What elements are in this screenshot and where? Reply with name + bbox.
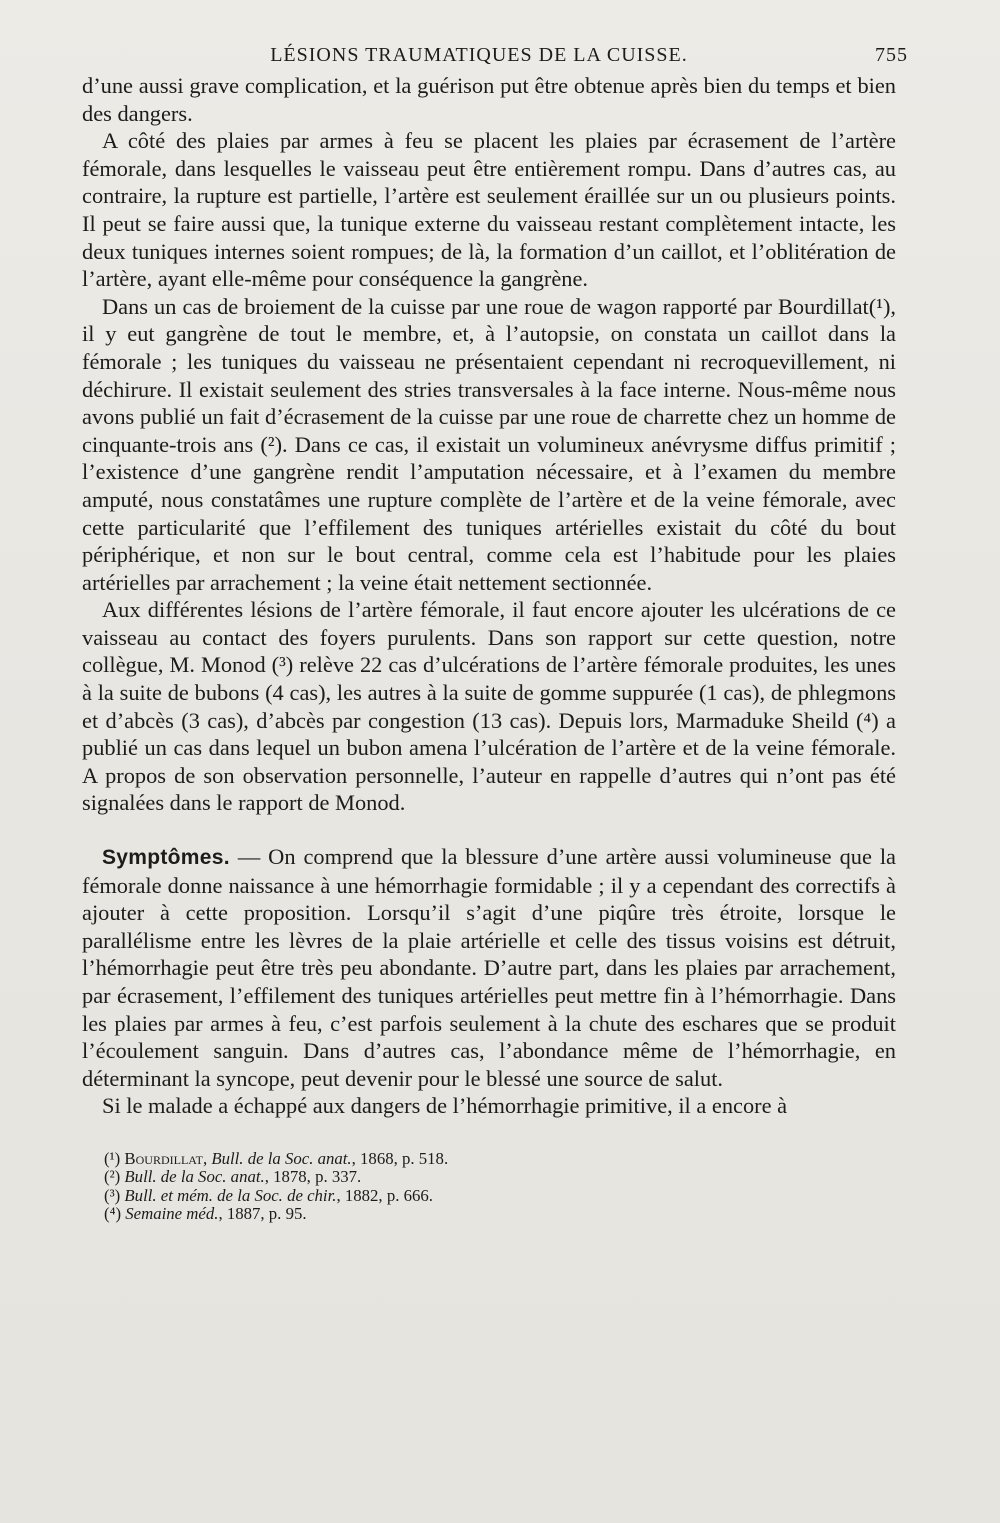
footnote-mark: (¹) bbox=[104, 1148, 121, 1168]
footnote-mark: (³) bbox=[104, 1185, 121, 1205]
footnote-mark: (²) bbox=[104, 1167, 121, 1187]
running-title: LÉSIONS TRAUMATIQUES DE LA CUISSE. bbox=[270, 44, 688, 66]
section-title: Symptômes. bbox=[102, 846, 230, 870]
section-lead-text: — On comprend que la blessure d’une artère aussi volumineuse que la fémorale donne naissance à une hémorrhagie formidable ; il y a cependant des correctifs à ajouter à cette proposition. Lorsqu’il s’agit d’une piqûre très étroite, lorsque le parallélisme entre les lèvres de la plaie artérielle et celle des tissus voisins est détruit, l’hémorrhagie peut être très peu abondante. D’autre part, dans les plaies par arrachement, par écrasement, l’effilement des tuniques artérielles peut mettre fin à l’hémorrhagie. Dans les plaies par armes à feu, c’est parfois seulement à la chute des eschares que se produit l’écoulement sanguin. Dans d’autres cas, l’abondance même de l’hémorrhagie, en déterminant la syncope, peut devenir pour le blessé une source de salut. bbox=[82, 844, 896, 1091]
footnote-rest: , 1878, p. 337. bbox=[264, 1167, 362, 1187]
page-header bbox=[82, 38, 908, 72]
footnote-rest: , 1868, p. 518. bbox=[351, 1148, 449, 1168]
paragraph: Dans un cas de broiement de la cuisse par une roue de wagon rapporté par Bourdillat(¹), il y eut gangrène de tout le membre, et, à l’autopsie, on constata un caillot dans la fémorale ; les tuniques du vaisseau ne présentaient cependant ni recroquevillement, ni déchirure. Il existait seulement des stries transversales à la face interne. Nous-même nous avons publié un fait d’écrasement de la cuisse par une roue de charrette chez un homme de cinquante-trois ans (²). Dans ce cas, il existait un volumineux anévrysme diffus primitif ; l’existence d’une gangrène rendit l’amputation nécessaire, et à l’examen du membre amputé, nous constatâmes une rupture complète de l’artère et de la veine fémorale, avec cette particularité que l’effilement des tuniques artérielles existait du côté du bout périphérique, et non sur le bout central, comme cela est l’habitude pour les plaies artérielles par arrachement ; la veine était nettement sectionnée. bbox=[82, 293, 896, 595]
footnote: (¹) Bourdillat, Bull. de la Soc. anat., 1868, p. 518. bbox=[104, 1148, 449, 1168]
paragraph: Aux différentes lésions de l’artère fémorale, il faut encore ajouter les ulcérations de ce vaisseau au contact des foyers purulents. Dans son rapport sur cette question, notre collègue, M. Monod (³) relève 22 cas d’ulcérations de l’artère fémorale produites, les unes à la suite de bubons (4 cas), les autres à la suite de gomme suppurée (1 cas), de phlegmons et d’abcès (3 cas), d’abcès par congestion (13 cas). Depuis lors, Marmaduke Sheild (⁴) a publié un cas dans lequel un bubon amena l’ulcération de l’artère et de la veine fémorale. A propos de son observation personnelle, l’auteur en rappelle d’autres qui n’ont pas été signalées dans le rapport de Monod. bbox=[82, 597, 896, 816]
footnote-mark: (⁴) bbox=[104, 1204, 122, 1224]
footnotes bbox=[104, 1150, 896, 1224]
footnote-source: Semaine méd. bbox=[125, 1204, 219, 1224]
body-text bbox=[82, 72, 896, 1120]
page-number: 755 bbox=[875, 44, 908, 66]
paragraph: Si le malade a échappé aux dangers de l’hémorrhagie primitive, il a encore à bbox=[102, 1093, 788, 1119]
footnote-source: Bull. de la Soc. anat. bbox=[211, 1148, 352, 1168]
paragraph: A côté des plaies par armes à feu se placent les plaies par écrasement de l’artère fémorale, dans lesquelles le vaisseau peut être entièrement rompu. Dans d’autres cas, au contraire, la rupture est partielle, l’artère est seulement éraillée sur un ou plusieurs points. Il peut se faire aussi que, la tunique externe du vaisseau restant complètement intacte, les deux tuniques internes soient rompues; de là, la formation d’un caillot, et l’oblitération de l’artère, ayant elle-même pour conséquence la gangrène. bbox=[82, 128, 896, 292]
footnote-source: Bull. et mém. de la Soc. de chir. bbox=[124, 1185, 337, 1205]
section-paragraph bbox=[82, 843, 896, 1092]
paragraph: d’une aussi grave complication, et la guérison put être obtenue après bien du temps et bien des dangers. bbox=[82, 73, 896, 126]
footnote-author: Bourdillat bbox=[124, 1148, 203, 1168]
footnote-rest: , 1887, p. 95. bbox=[218, 1204, 307, 1224]
section-spacer bbox=[82, 817, 896, 843]
footnote-rest: , 1882, p. 666. bbox=[336, 1185, 433, 1205]
footnote bbox=[104, 1205, 896, 1223]
footnote bbox=[104, 1187, 896, 1205]
footnote bbox=[104, 1168, 896, 1186]
footnote-source: Bull. de la Soc. anat. bbox=[124, 1167, 265, 1187]
